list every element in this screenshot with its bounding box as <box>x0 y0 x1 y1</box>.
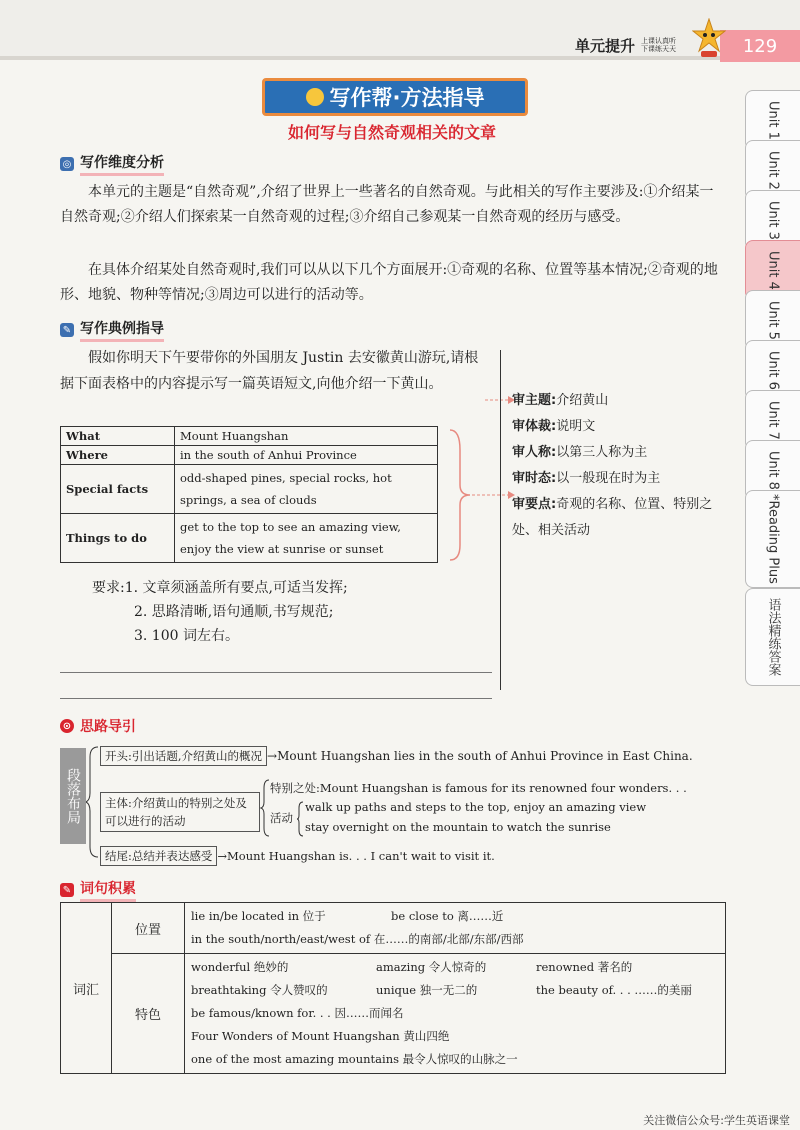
tab-unit-4[interactable]: Unit 4 <box>745 240 800 300</box>
section1-heading <box>60 152 164 176</box>
section1-para2: 在具体介绍某处自然奇观时,我们可以从以下几个方面展开:①奇观的名称、位置等基本情况;②奇观的地形、地貌、物种等情况;③周边可以进行的活动等。 <box>60 262 718 303</box>
tab-unit-2[interactable]: Unit 2 <box>745 140 800 200</box>
section3-heading <box>60 716 136 736</box>
activity-brace <box>296 800 304 838</box>
section-icon: ✎ <box>60 323 74 337</box>
banner-title: 写作帮·方法指导 <box>329 86 485 110</box>
section-icon: ✎ <box>60 883 74 897</box>
outline-activity-2: stay overnight on the mountain to watch the sunrise <box>305 820 611 834</box>
audit-list <box>512 388 734 544</box>
article-subtitle: 如何写与自然奇观相关的文章 <box>287 123 496 142</box>
header-label <box>575 32 676 58</box>
table-row: Where in the south of Anhui Province <box>61 446 438 465</box>
section2-title: 写作典例指导 <box>80 318 164 342</box>
audit-item: 审时态:以一般现在时为主 <box>512 471 661 486</box>
unit-up-label: 单元提升 <box>575 36 636 55</box>
prompt-table <box>60 426 438 563</box>
tab-unit-1[interactable]: Unit 1 <box>745 90 800 150</box>
audit-item: 审人称:以第三人称为主 <box>512 445 648 460</box>
tab-grammar-answers[interactable]: 语法精练答案 <box>745 588 800 686</box>
tab-unit-5[interactable]: Unit 5 <box>745 290 800 350</box>
outline-opening: 开头:引出话题,介绍黄山的概况 →Mount Huangshan lies in the south of Anhui Province in East China. <box>100 746 693 766</box>
outline-body-box: 主体:介绍黄山的特别之处及可以进行的活动 <box>100 792 260 832</box>
section4-title: 词句积累 <box>80 878 136 902</box>
tab-unit-6[interactable]: Unit 6 <box>745 340 800 400</box>
section3-title: 思路导引 <box>80 719 136 735</box>
vertical-divider <box>500 350 501 690</box>
section4-heading <box>60 878 136 902</box>
banner <box>262 78 528 116</box>
tab-reading-plus[interactable]: *Reading Plus <box>745 490 800 588</box>
requirements: 要求:1. 文章须涵盖所有要点,可适当发挥; 2. 思路清晰,语句通顺,书写规范; 3. 100 词左右。 <box>92 580 348 644</box>
table-row: Special facts odd-shaped pines, special rocks, hot springs, a sea of clouds <box>61 465 438 514</box>
section-icon: ◎ <box>60 157 74 171</box>
outline-special: 特别之处:Mount Huangshan is famous for its renowned four wonders. . . <box>270 781 687 795</box>
feature-cell: wonderful 绝妙的 amazing 令人惊奇的 renowned 著名的 breathtaking 令人赞叹的 unique 独一无二的 the beauty of. . . ……的美丽 be famous/known for. . . 因……而闻名 Four Wonders of Mount Huangshan 黄山四绝 one of the most amazing mountains 最令人惊叹的山脉之一 <box>185 954 726 1074</box>
header-bar <box>0 0 800 60</box>
outline-activity-label: 活动 <box>270 811 293 825</box>
brace-arrows <box>440 395 520 575</box>
motto: 上课认真听 下课练天天 <box>641 37 677 53</box>
section1-para1: 本单元的主题是“自然奇观”,介绍了世界上一些著名的自然奇观。与此相关的写作主要涉及:①介绍某一自然奇观;②介绍人们探索某一自然奇观的过程;③介绍自己参观某一自然奇观的经历与感受。 <box>60 184 714 225</box>
section-icon: ⊙ <box>60 719 74 733</box>
audit-item: 审主题:介绍黄山 <box>512 393 609 408</box>
page-number: 129 <box>720 30 800 62</box>
star-mascot-icon <box>692 18 726 58</box>
section2-heading <box>60 318 164 342</box>
outline-brace <box>86 745 100 860</box>
outline-ending: 结尾:总结并表达感受 →Mount Huangshan is. . . I can't wait to visit it. <box>100 846 495 866</box>
writing-line <box>60 672 492 673</box>
layout-side-label: 段落布局 <box>60 748 86 844</box>
footer-note: 关注微信公众号:学生英语课堂 <box>643 1114 790 1127</box>
vocab-table: 词汇 位置 lie in/be located in 位于 be close to 离……近 in the south/north/east/west of 在……的南部/北部/东部/西部 特色 wonderful 绝妙的 amazing 令人惊奇的 renowned 著名的 breathtaking 令人赞叹的 unique 独一无二的 the beauty of. . . ……的美丽 be famous/known for. . . 因……而闻名 Four Wonders of Mount Huangshan 黄山四绝 one of the most amazing mountains 最令人惊叹的山脉之一 <box>60 902 726 1074</box>
lightbulb-icon <box>306 88 324 106</box>
tab-unit-7[interactable]: Unit 7 <box>745 390 800 450</box>
writing-line <box>60 698 492 699</box>
tab-unit-3[interactable]: Unit 3 <box>745 190 800 250</box>
audit-item: 审体裁:说明文 <box>512 419 596 434</box>
outline-activity-1: walk up paths and steps to the top, enjoy an amazing view <box>305 800 647 814</box>
body-brace <box>260 778 270 838</box>
table-row: Things to do get to the top to see an amazing view, enjoy the view at sunrise or sunset <box>61 514 438 563</box>
audit-item: 审要点:奇观的名称、位置、特别之处、相关活动 <box>512 497 713 538</box>
position-cell: lie in/be located in 位于 be close to 离……近 in the south/north/east/west of 在……的南部/北部/东部/西部 <box>185 903 726 954</box>
section1-title: 写作维度分析 <box>80 152 164 176</box>
table-row: What Mount Huangshan <box>61 427 438 446</box>
writing-prompt: 假如你明天下午要带你的外国朋友 Justin 去安徽黄山游玩,请根据下面表格中的内容提示写一篇英语短文,向他介绍一下黄山。 <box>60 350 479 392</box>
tab-unit-8[interactable]: Unit 8 <box>745 440 800 500</box>
